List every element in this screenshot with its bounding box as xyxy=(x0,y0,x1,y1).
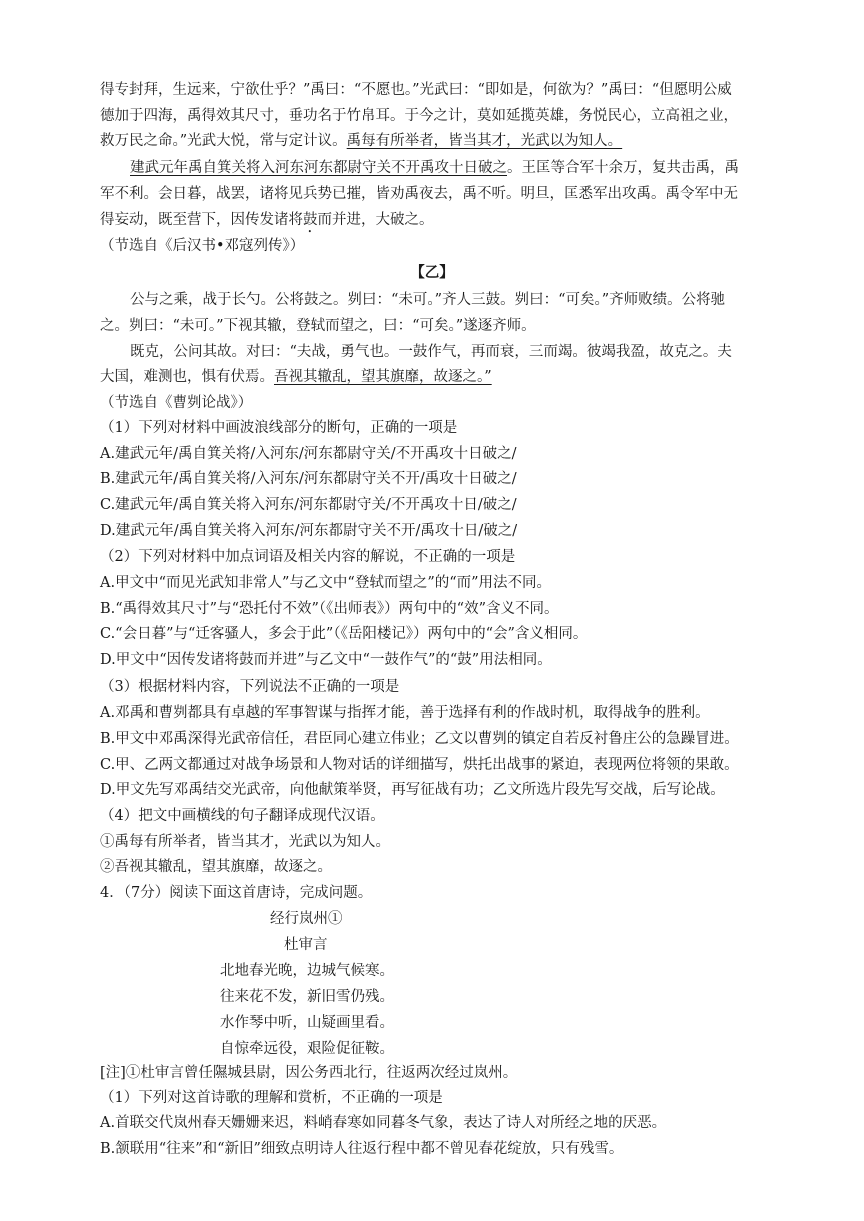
q1-option-d: D.建武元年/禹自箕关将入河东/河东都尉守关不开/禹攻十日/破之/ xyxy=(100,523,518,539)
q4-sentence-2: ②吾视其辙乱，望其旗靡，故逐之。 xyxy=(100,859,332,875)
poem-author: 杜审言 xyxy=(284,937,328,953)
jia-line-3-text: 救万民之命。”光武大悦，常与定计议。 xyxy=(100,133,347,149)
jia-line-6-text: 得妄动，既至营下，因传发诸将 xyxy=(100,212,303,228)
underlined-sentence-1: 禹每有所举者，皆当其才，光武以为知人。 xyxy=(346,133,623,149)
poem-title: 经行岚州① xyxy=(270,911,343,927)
jia-line-2: 德加于四海，禹得效其尺寸，垂功名于竹帛耳。于今之计，莫如延揽英雄，务悦民心，立高祖之业， xyxy=(100,108,738,124)
p4-stem: 4．（7分）阅读下面这首唐诗，完成问题。 xyxy=(100,885,373,901)
q2-option-d: D.甲文中“因传发诸将鼓而并进”与乙文中“一鼓作气”的“鼓”用法相同。 xyxy=(100,652,552,668)
q2-option-a: A.甲文中“而见光武知非常人”与乙文中“登轼而望之”的“而”用法不同。 xyxy=(100,575,552,591)
poem-line-1: 北地春光晚，边城气候寒。 xyxy=(220,963,394,979)
q2-option-b: B.“禹得效其尺寸”与“恐托付不效”（《出师表》）两句中的“效”含义不同。 xyxy=(100,601,559,617)
yi-heading: 【乙】 xyxy=(410,264,454,281)
poem-line-4: 自惊牵远役，艰险促征鞍。 xyxy=(220,1041,394,1057)
yi-line-1: 公与之乘，战于长勺。公将鼓之。刿曰：“未可。”齐人三鼓。刿曰：“可矣。”齐师败绩。公将驰 xyxy=(130,292,726,308)
q3-option-d: D.甲文先写邓禹结交光武帝，向他献策举贤，再写征战有功；乙文所选片段先写交战，后写论战。 xyxy=(100,782,725,798)
q3-option-a: A.邓禹和曹刿都具有卓越的军事智谋与指挥才能，善于选择有利的作战时机，取得战争的胜利。 xyxy=(100,705,710,721)
jia-line-1: 得专封拜，生远来，宁欲仕乎？”禹曰：“不愿也。”光武曰：“即如是，何欲为？”禹曰：“但愿明公威 xyxy=(100,82,732,98)
yi-source: （节选自《曹刿论战》） xyxy=(100,395,253,411)
q4-stem: （4）把文中画横线的句子翻译成现代汉语。 xyxy=(100,808,385,824)
yi-line-4-text: 大国，难测也，惧有伏焉。 xyxy=(100,369,274,385)
jia-source: （节选自《后汉书•邓寇列传》） xyxy=(100,238,305,254)
q1-option-a: A.建武元年/禹自箕关将/入河东/河东都尉守关/不开禹攻十日破之/ xyxy=(100,446,517,462)
q3-option-c: C.甲、乙两文都通过对战争场景和人物对话的详细描写，烘托出战事的紧迫，表现两位将领的果敢。 xyxy=(100,757,739,773)
underlined-sentence-2: 吾视其辙乱，望其旗靡，故逐之。” xyxy=(274,369,492,385)
yi-line-2: 之。刿曰：“未可。”下视其辙，登轼而望之，曰：“可矣。”遂逐齐师。 xyxy=(100,318,536,334)
q2-option-c: C.“会日暮”与“迁客骚人，多会于此”（《岳阳楼记》）两句中的“会”含义相同。 xyxy=(100,626,588,642)
q1-stem: （1）下列对材料中画波浪线部分的断句，正确的一项是 xyxy=(100,420,458,436)
jia-line-5: 军不利。会日暮，战罢，诸将见兵势已摧，皆劝禹夜去，禹不听。明旦，匡悉军出攻禹。禹令军中无 xyxy=(100,186,738,202)
jia-line-6 xyxy=(100,210,780,236)
p4-q1-stem: （1）下列对这首诗歌的理解和赏析，不正确的一项是 xyxy=(100,1090,443,1106)
jia-line-4-text: 。王匡等合军十余万，复共击禹，禹 xyxy=(507,160,739,176)
q1-option-b: B.建武元年/禹自箕关将/入河东/河东都尉守关不开/禹攻十日破之/ xyxy=(100,471,517,487)
jia-line-6-end: 而并进，大破之。 xyxy=(317,212,434,228)
dotted-word-gu: 鼓 xyxy=(303,212,318,228)
poem-note: [注]①杜审言曾任隰城县尉，因公务西北行，往返两次经过岚州。 xyxy=(100,1065,518,1081)
yi-line-4 xyxy=(100,367,780,387)
p4-q1-option-b: B.颔联用“往来”和“新旧”细致点明诗人往返行程中都不曾见春花绽放，只有残雪。 xyxy=(100,1141,624,1157)
jia-line-3 xyxy=(100,131,780,151)
q2-stem: （2）下列对材料中加点词语及相关内容的解说，不正确的一项是 xyxy=(100,549,516,565)
q1-option-c: C.建武元年/禹自箕关将入河东/河东都尉守关/不开禹攻十日/破之/ xyxy=(100,497,517,513)
poem-line-3: 水作琴中听，山疑画里看。 xyxy=(220,1015,394,1031)
wavy-line-sentence: 建武元年禹自箕关将入河东河东都尉守关不开禹攻十日破之 xyxy=(130,160,507,176)
q4-sentence-1: ①禹每有所举者，皆当其才，光武以为知人。 xyxy=(100,834,390,850)
p4-q1-option-a: A.首联交代岚州春天姗姗来迟，料峭春寒如同暮冬气象，表达了诗人对所经之地的厌恶。 xyxy=(100,1115,667,1131)
yi-line-3: 既克，公问其故。对曰：“夫战，勇气也。一鼓作气，再而衰，三而竭。彼竭我盈，故克之。夫 xyxy=(130,344,732,360)
q3-option-b: B.甲文中邓禹深得光武帝信任，君臣同心建立伟业；乙文以曹刿的镇定自若反衬鲁庄公的急躁冒进。 xyxy=(100,731,739,747)
jia-line-4 xyxy=(130,158,810,178)
q3-stem: （3）根据材料内容，下列说法不正确的一项是 xyxy=(100,679,400,695)
poem-line-2: 往来花不发，新旧雪仍残。 xyxy=(220,989,394,1005)
